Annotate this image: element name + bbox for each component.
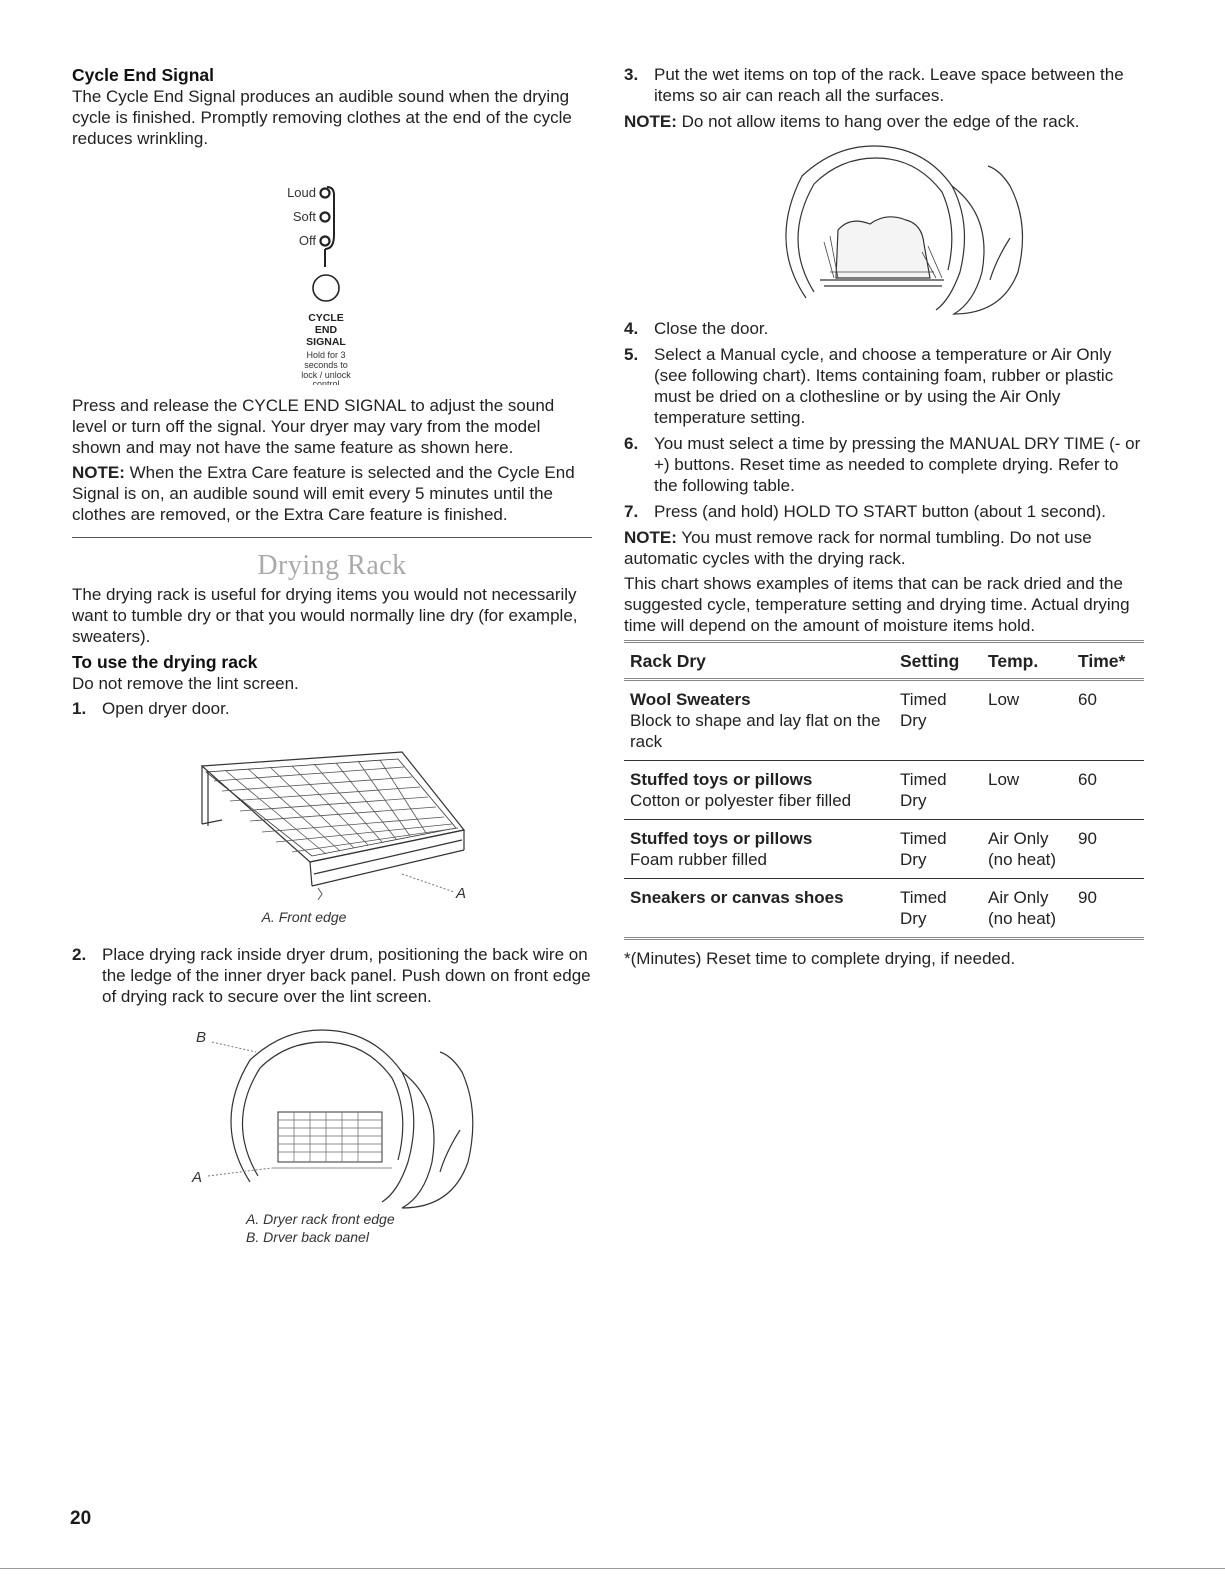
cycle-end-signal-button-icon [313, 275, 339, 301]
step-4 [624, 318, 1146, 339]
temp-sub: (no heat) [988, 909, 1057, 928]
item-desc: Block to shape and lay flat on the rack [630, 711, 881, 751]
temp: Low [988, 770, 1020, 789]
item-name: Stuffed toys or pillows [630, 770, 813, 789]
step-2 [72, 944, 592, 1007]
control-hold-line4: control [312, 379, 340, 385]
level-soft: Soft [292, 209, 316, 224]
dryer-drum-rack-illustration-icon [72, 1012, 592, 1242]
figure-caption-a: A. Dryer rack front edge [246, 1211, 395, 1227]
drying-rack-figure [72, 724, 592, 934]
control-label-line2: END [314, 324, 338, 336]
cycle-end-signal-control-icon [72, 153, 592, 385]
time: 90 [1072, 879, 1144, 939]
step-6 [624, 433, 1146, 496]
chart-intro: This chart shows examples of items that can be rack dried and the suggested cycle, temperature setting and drying time. Actual drying time will depend on the amount of moisture items hold. [624, 574, 1130, 635]
drying-rack-title: Drying Rack [257, 550, 407, 581]
drying-rack-subheading: To use the drying rack [72, 652, 258, 672]
figure-label-a: A [456, 885, 467, 902]
note-label: NOTE: [624, 528, 677, 547]
left-column [72, 64, 592, 1242]
note-text: Do not allow items to hang over the edge of the rack. [676, 112, 1080, 131]
item-name: Sneakers or canvas shoes [630, 888, 844, 907]
step-text: Close the door. [654, 319, 769, 338]
temp-sub: (no heat) [988, 850, 1057, 869]
note-label: NOTE: [72, 463, 125, 482]
setting: Timed [900, 888, 947, 907]
section-divider [72, 537, 592, 538]
table-footnote: *(Minutes) Reset time to complete drying, if needed. [624, 949, 1016, 968]
step-3 [624, 64, 1146, 106]
step-text: Open dryer door. [102, 699, 230, 718]
step-1 [72, 698, 592, 719]
time: 60 [1072, 761, 1144, 820]
time: 60 [1072, 680, 1144, 761]
drying-rack-illustration-icon [72, 724, 592, 934]
figure-caption-b: B. Dryer back panel [246, 1229, 369, 1242]
drying-rack-intro: The drying rack is useful for drying items you would not necessarily want to tumble dry or that you would normally line dry (for example, sweaters). [72, 585, 578, 646]
step-5 [624, 344, 1146, 428]
drum-rack-figure [72, 1012, 592, 1242]
table-header-temp: Temp. [982, 642, 1072, 680]
setting: Timed [900, 690, 947, 709]
bottom-rule [0, 1568, 1225, 1569]
note-text: When the Extra Care feature is selected and the Cycle End Signal is on, an audible sound will emit every 5 minutes until the clothes are removed, or the Extra Care feature is finished. [72, 463, 575, 524]
drying-rack-pre-step: Do not remove the lint screen. [72, 674, 299, 693]
figure-caption: A. Front edge [261, 909, 347, 925]
temp: Air Only [988, 888, 1049, 907]
setting: Timed [900, 770, 947, 789]
step-number: 1. [72, 699, 87, 718]
control-hold-line1: Hold for 3 [306, 350, 346, 360]
setting: Timed [900, 829, 947, 848]
control-hold-line3: lock / unlock [301, 370, 351, 380]
cycle-end-signal-note [72, 462, 592, 525]
cycle-end-signal-control-figure [72, 153, 592, 385]
time: 90 [1072, 820, 1144, 879]
item-desc: Foam rubber filled [630, 850, 768, 869]
figure-label-b: B [196, 1029, 207, 1046]
temp: Low [988, 690, 1020, 709]
table-header-setting: Setting [894, 642, 982, 680]
control-label-line1: CYCLE [308, 312, 344, 324]
level-off: Off [298, 233, 316, 248]
step-number: 7. [624, 502, 639, 521]
step-7 [624, 501, 1146, 522]
note-label: NOTE: [624, 112, 677, 131]
table-row [624, 820, 1144, 879]
cycle-end-signal-intro: The Cycle End Signal produces an audible sound when the drying cycle is finished. Promptly removing clothes at the end of the cycle reduces wrinkling. [72, 87, 572, 148]
table-header-time: Time* [1072, 642, 1144, 680]
dryer-drum-items-illustration-icon [624, 132, 1146, 318]
control-label-line3: SIGNAL [306, 336, 346, 348]
page-number: 20 [70, 1508, 92, 1529]
note-hang [624, 111, 1146, 132]
note-text: You must remove rack for normal tumbling. Do not use automatic cycles with the drying rack. [624, 528, 1092, 568]
step-text: Put the wet items on top of the rack. Leave space between the items so air can reach all the surfaces. [654, 65, 1124, 105]
control-hold-line2: seconds to [304, 360, 348, 370]
cycle-end-signal-instruction: Press and release the CYCLE END SIGNAL to adjust the sound level or turn off the signal. Your dryer may vary from the model shown and may not have the same feature as shown here. [72, 396, 555, 457]
setting-sub: Dry [900, 850, 927, 869]
table-header-rack-dry: Rack Dry [624, 642, 894, 680]
step-number: 4. [624, 319, 639, 338]
rack-dry-table [624, 640, 1144, 940]
step-number: 3. [624, 65, 639, 84]
setting-sub: Dry [900, 909, 927, 928]
setting-sub: Dry [900, 791, 927, 810]
wet-items-icon [836, 217, 930, 278]
right-column [624, 64, 1146, 969]
item-name: Stuffed toys or pillows [630, 829, 813, 848]
figure-label-a: A [192, 1169, 203, 1186]
temp: Air Only [988, 829, 1049, 848]
item-name: Wool Sweaters [630, 690, 751, 709]
step-number: 6. [624, 434, 639, 453]
level-loud: Loud [287, 185, 316, 200]
table-row [624, 680, 1144, 761]
step-text: You must select a time by pressing the MANUAL DRY TIME (- or +) buttons. Reset time as needed to complete drying. Refer to the following table. [654, 434, 1141, 495]
drum-items-figure [624, 132, 1146, 318]
setting-sub: Dry [900, 711, 927, 730]
step-number: 5. [624, 345, 639, 364]
step-text: Press (and hold) HOLD TO START button (about 1 second). [654, 502, 1106, 521]
step-text: Select a Manual cycle, and choose a temperature or Air Only (see following chart). Items containing foam, rubber or plastic must be dried on a clothesline or by using the Air Only temperature setting. [654, 345, 1114, 427]
table-row [624, 761, 1144, 820]
step-text: Place drying rack inside dryer drum, positioning the back wire on the ledge of the inner dryer back panel. Push down on front edge of drying rack to secure over the lint screen. [102, 945, 591, 1006]
table-row [624, 879, 1144, 939]
step-number: 2. [72, 945, 87, 964]
note-remove-rack [624, 527, 1146, 569]
cycle-end-signal-heading: Cycle End Signal [72, 65, 214, 85]
table-header-row [624, 642, 1144, 680]
item-desc: Cotton or polyester fiber filled [630, 791, 852, 810]
